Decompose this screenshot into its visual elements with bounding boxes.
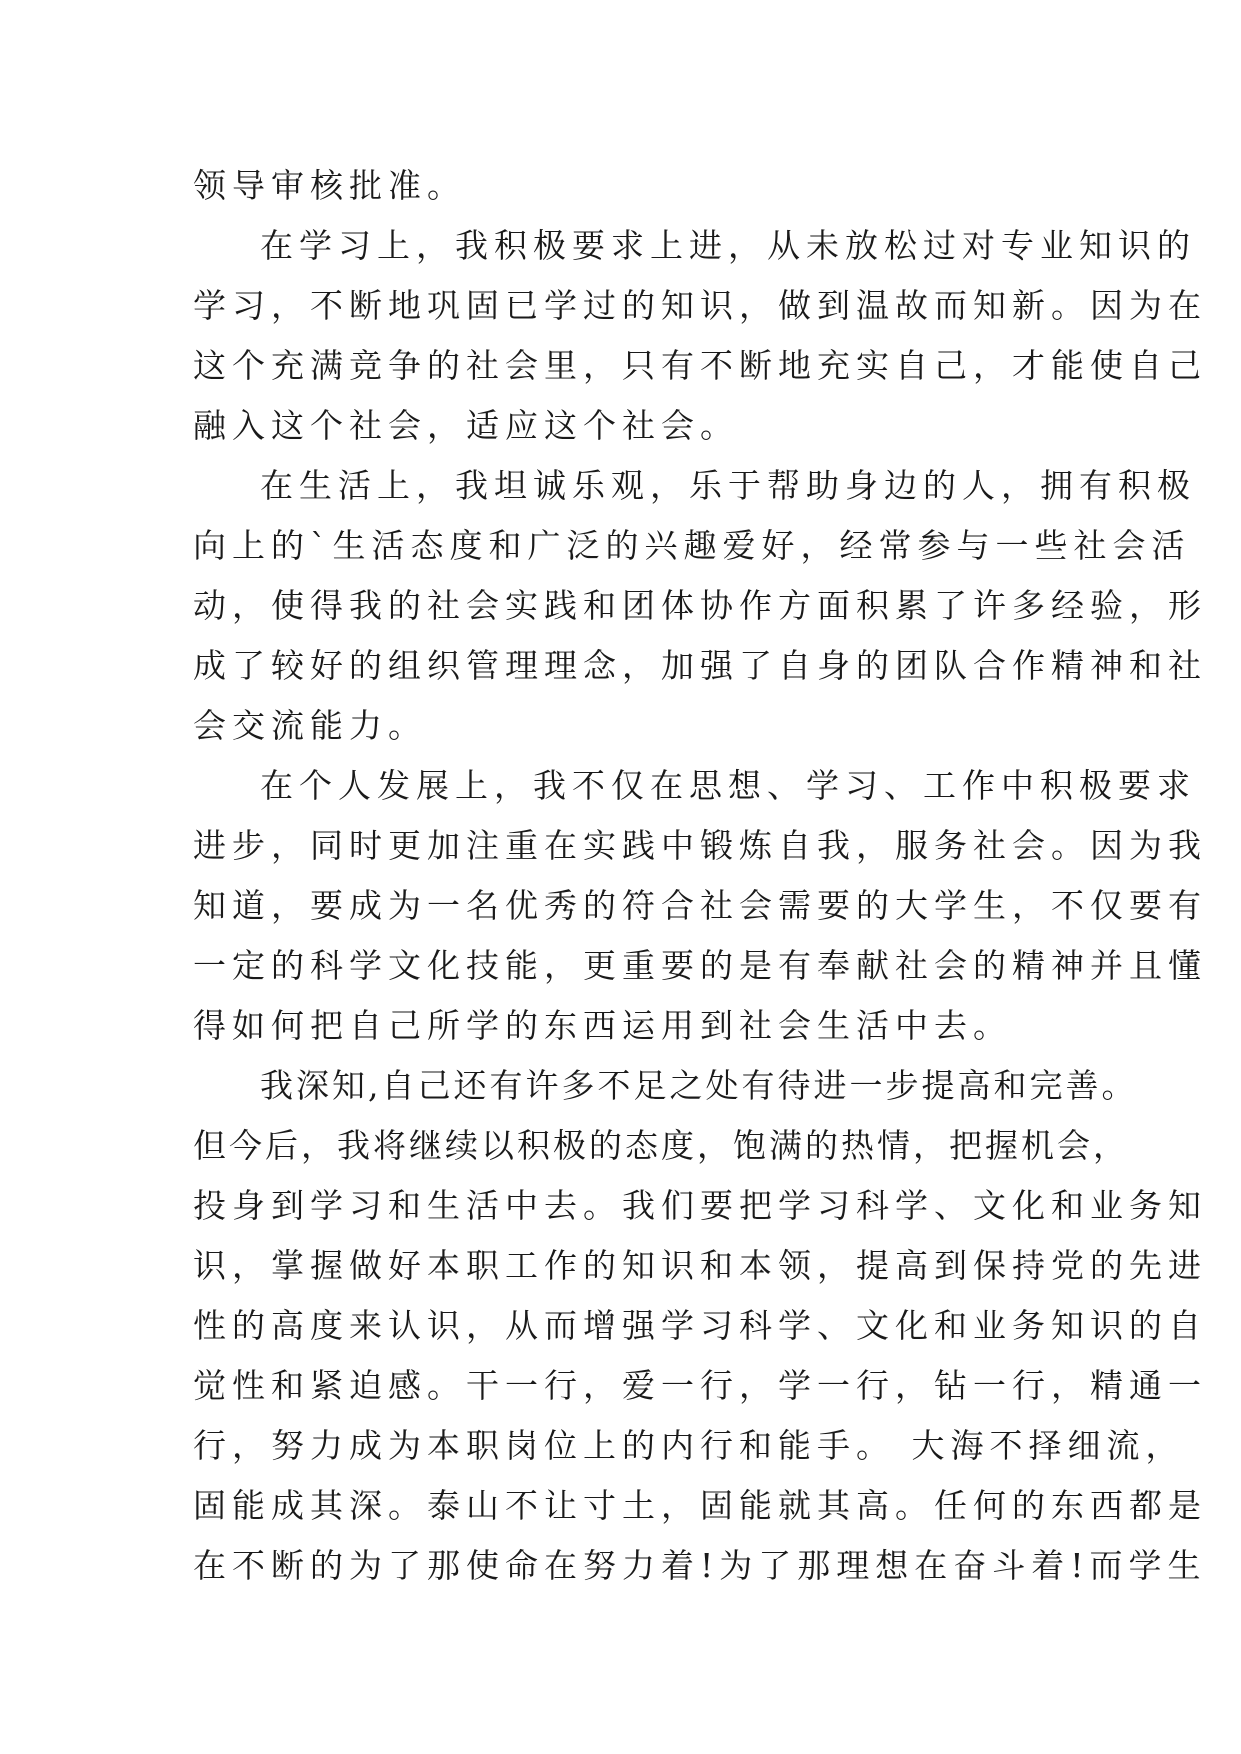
text-line: 觉性和紧迫感。干一行，爱一行，学一行，钻一行，精通一 [193,1366,1207,1405]
paragraph-first-line: 我深知,自己还有许多不足之处有待进一步提高和完善。 [260,1066,1138,1105]
text-line: 性的高度来认识，从而增强学习科学、文化和业务知识的自 [193,1306,1207,1345]
text-line: 行，努力成为本职岗位上的内行和能手。 大海不择细流， [193,1426,1185,1465]
text-line: 向上的`生活态度和广泛的兴趣爱好，经常参与一些社会活 [193,526,1191,565]
text-line: 这个充满竞争的社会里，只有不断地充实自己，才能使自己 [193,346,1207,385]
text-line: 会交流能力。 [193,706,427,745]
text-line: 学习，不断地巩固已学过的知识，做到温故而知新。因为在 [193,286,1207,325]
paragraph-first-line: 在生活上，我坦诚乐观，乐于帮助身边的人，拥有积极 [260,466,1196,505]
text-line: 一定的科学文化技能，更重要的是有奉献社会的精神并且懂 [193,946,1207,985]
text-line: 动，使得我的社会实践和团体协作方面积累了许多经验，形 [193,586,1207,625]
text-line: 领导审核批准。 [193,166,466,205]
text-line: 在不断的为了那使命在努力着!为了那理想在奋斗着!而学生 [193,1546,1207,1585]
text-line: 但今后，我将继续以积极的态度，饱满的热情，把握机会， [193,1126,1129,1165]
text-line: 固能成其深。泰山不让寸土，固能就其高。任何的东西都是 [193,1486,1207,1525]
text-line: 成了较好的组织管理理念，加强了自身的团队合作精神和社 [193,646,1207,685]
text-line: 知道，要成为一名优秀的符合社会需要的大学生，不仅要有 [193,886,1207,925]
text-line: 投身到学习和生活中去。我们要把学习科学、文化和业务知 [193,1186,1207,1225]
text-line: 识，掌握做好本职工作的知识和本领，提高到保持党的先进 [193,1246,1207,1285]
paragraph-first-line: 在个人发展上，我不仅在思想、学习、工作中积极要求 [260,766,1196,805]
document-body [193,156,1207,1596]
text-line: 进步，同时更加注重在实践中锻炼自我，服务社会。因为我 [193,826,1207,865]
text-line: 融入这个社会，适应这个社会。 [193,406,739,445]
text-line: 得如何把自己所学的东西运用到社会生活中去。 [193,1006,1012,1045]
paragraph-first-line: 在学习上，我积极要求上进，从未放松过对专业知识的 [260,226,1196,265]
